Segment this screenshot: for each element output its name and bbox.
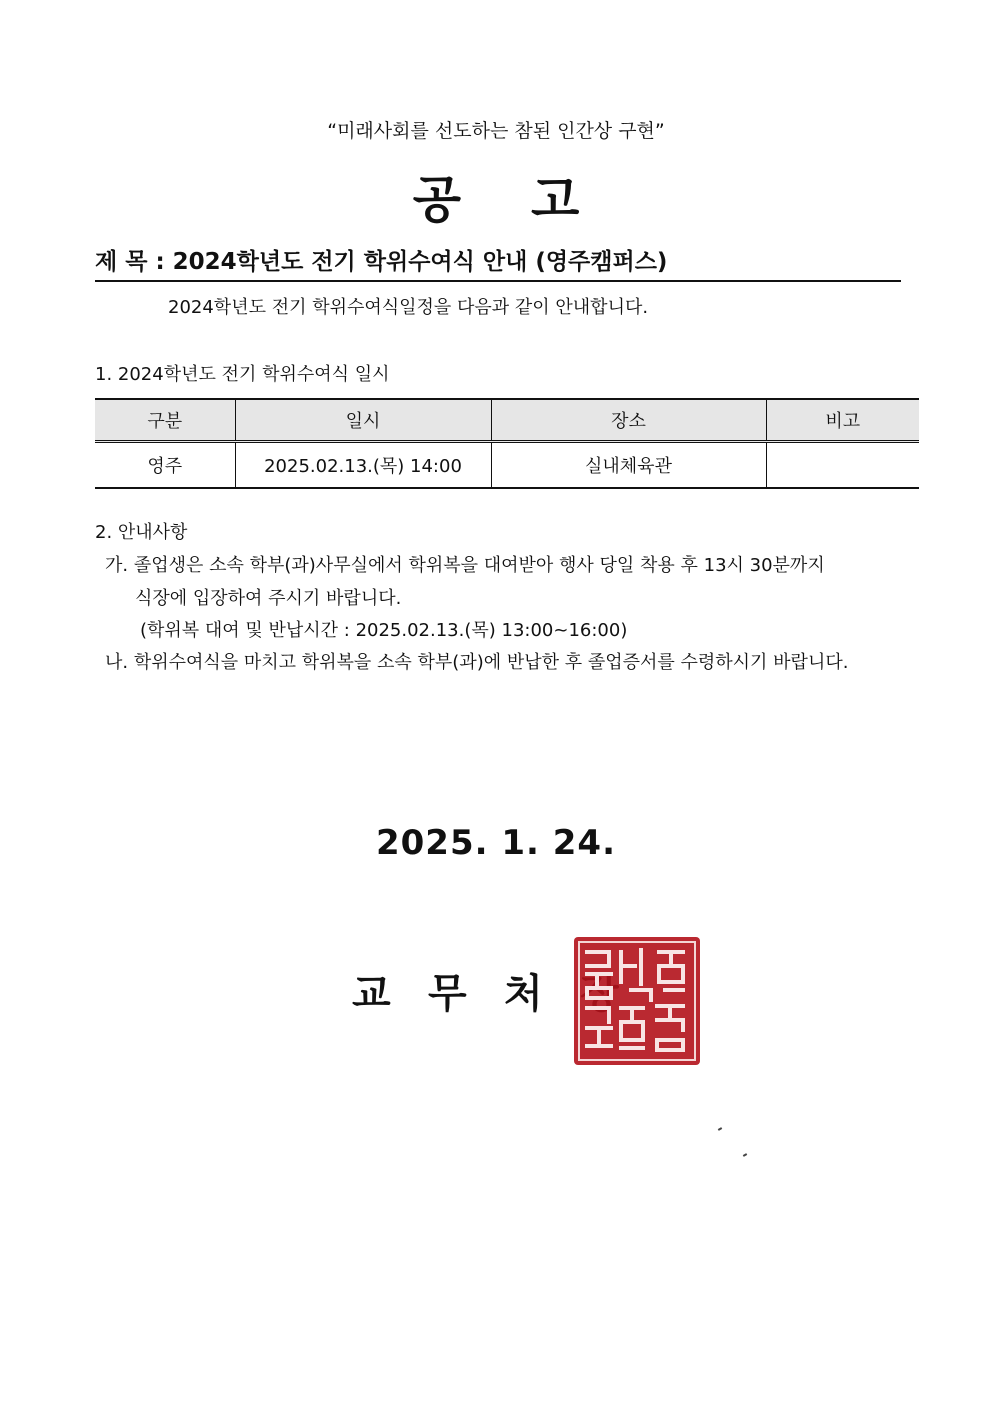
- page-title: [0, 160, 992, 232]
- schedule-table: [95, 398, 919, 489]
- cell-category: 영주: [95, 442, 235, 489]
- notice-item-a-line-1: 가. 졸업생은 소속 학부(과)사무실에서 학위복을 대여받아 행사 당일 착용 후 13시 30분까지: [105, 555, 825, 576]
- scan-mark: [718, 1127, 722, 1131]
- notice-item-a-line-3: (학위복 대여 및 반납시간 : 2025.02.13.(목) 13:00~16:00): [140, 620, 628, 641]
- table-header-row: [95, 399, 919, 442]
- table-row: [95, 442, 919, 489]
- cell-note: [766, 442, 919, 489]
- notice-item-b: 나. 학위수여식을 마치고 학위복을 소속 학부(과)에 반납한 후 졸업증서를 수령하시기 바랍니다.: [105, 652, 849, 673]
- header-datetime: 일시: [235, 399, 491, 442]
- issuer-char-3: 처: [504, 971, 543, 1017]
- official-seal-icon: [573, 936, 701, 1066]
- header-category: 구분: [95, 399, 235, 442]
- section-2-title: 2. 안내사항: [95, 522, 188, 543]
- title-char-1: 공: [412, 171, 461, 229]
- notice-item-a-line-2: 식장에 입장하여 주시기 바랍니다.: [135, 588, 402, 609]
- cell-datetime: 2025.02.13.(목) 14:00: [235, 442, 491, 489]
- issuer-char-2: 무: [428, 971, 467, 1017]
- title-char-2: 고: [531, 171, 580, 229]
- header-note: 비고: [766, 399, 919, 442]
- scan-mark: [743, 1153, 747, 1157]
- motto: “미래사회를 선도하는 참된 인간상 구현”: [327, 120, 665, 142]
- subject-line: 제 목 : 2024학년도 전기 학위수여식 안내 (영주캠퍼스): [95, 243, 901, 282]
- cell-location: 실내체육관: [491, 442, 766, 489]
- header-location: 장소: [491, 399, 766, 442]
- section-1-title: 1. 2024학년도 전기 학위수여식 일시: [95, 364, 390, 385]
- issue-date: 2025. 1. 24.: [375, 823, 617, 863]
- issuer-char-1: 교: [352, 971, 391, 1017]
- intro-text: 2024학년도 전기 학위수여식일정을 다음과 같이 안내합니다.: [168, 297, 649, 318]
